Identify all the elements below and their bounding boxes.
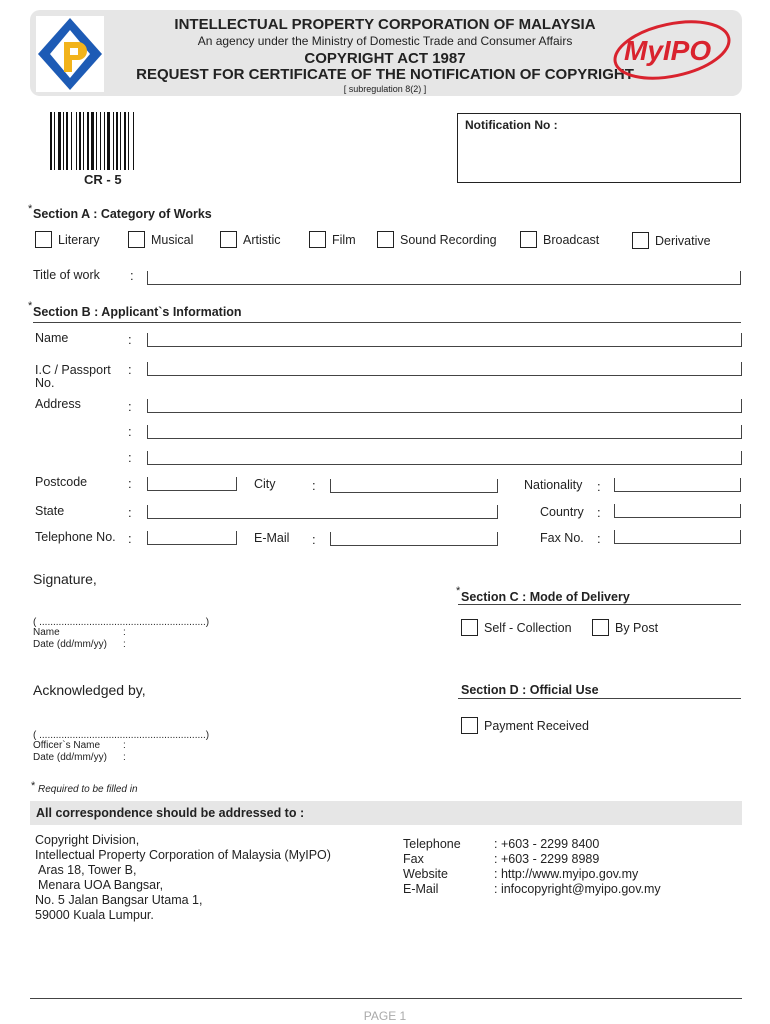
barcode-bar (91, 112, 94, 170)
colon: : (128, 399, 132, 414)
section-c-title: Section C : Mode of Delivery (461, 590, 630, 604)
barcode-bar (128, 112, 129, 170)
label-musical: Musical (151, 233, 194, 247)
country-field[interactable] (614, 504, 741, 518)
city-field[interactable] (330, 479, 498, 493)
colon: : (597, 531, 601, 546)
checkbox-by-post[interactable] (592, 619, 609, 636)
address-line: Menara UOA Bangsar, (38, 878, 164, 892)
barcode-bar (96, 112, 97, 170)
colon: : (128, 332, 132, 347)
colon: : (128, 362, 132, 377)
telephone-label: Telephone No. (35, 530, 116, 544)
required-star: * (28, 203, 33, 215)
title-of-work-label: Title of work (33, 268, 100, 282)
checkbox-sound-recording[interactable] (377, 231, 394, 248)
email-label: E-Mail (254, 531, 290, 545)
request-title: REQUEST FOR CERTIFICATE OF THE NOTIFICATION OF COPYRIGHT (136, 66, 634, 83)
fax-label: Fax No. (540, 531, 584, 545)
checkbox-broadcast[interactable] (520, 231, 537, 248)
colon: : (128, 450, 132, 465)
signature-dots: ( ............................................................) (33, 617, 210, 628)
contact-value-website[interactable]: : http://www.myipo.gov.my (494, 867, 639, 881)
colon: : (312, 478, 316, 493)
address-field-3[interactable] (147, 451, 742, 465)
checkbox-derivative[interactable] (632, 232, 649, 249)
colon: : (123, 740, 126, 751)
colon: : (312, 532, 316, 547)
label-sound-recording: Sound Recording (400, 233, 497, 247)
colon: : (597, 479, 601, 494)
email-field[interactable] (330, 532, 498, 546)
colon: : (128, 476, 132, 491)
label-self-collection: Self - Collection (484, 621, 572, 635)
contact-label-telephone: Telephone (403, 837, 461, 851)
colon: : (123, 627, 126, 638)
label-derivative: Derivative (655, 234, 711, 248)
ic-passport-text: I.C / Passport No. (35, 363, 111, 390)
section-c-rule (458, 604, 741, 605)
signature-name-label: Name (33, 627, 60, 638)
page-number: PAGE 1 (363, 1009, 407, 1023)
label-film: Film (332, 233, 356, 247)
section-d-rule (458, 698, 741, 699)
barcode-bar (71, 112, 72, 170)
contact-label-website: Website (403, 867, 448, 881)
barcode (48, 112, 174, 172)
label-payment-received: Payment Received (484, 719, 589, 733)
barcode-bar (79, 112, 81, 170)
ic-passport-label (35, 364, 111, 390)
colon: : (128, 424, 132, 439)
nationality-field[interactable] (614, 478, 741, 492)
fax-field[interactable] (614, 530, 741, 544)
required-note: Required to be filled in (38, 784, 138, 795)
name-label: Name (35, 331, 69, 345)
barcode-bar (113, 112, 114, 170)
barcode-bar (50, 112, 52, 170)
colon: : (597, 505, 601, 520)
ic-passport-field[interactable] (147, 362, 742, 376)
colon: : (123, 752, 126, 763)
state-label: State (35, 504, 65, 518)
barcode-bar (124, 112, 126, 170)
barcode-bar (120, 112, 121, 170)
barcode-bar (76, 112, 77, 170)
colon: : (128, 505, 132, 520)
section-b-title: Section B : Applicant`s Information (33, 305, 242, 319)
myipo-logo (608, 14, 734, 86)
contact-labels (403, 837, 461, 897)
label-broadcast: Broadcast (543, 233, 600, 247)
nationality-label: Nationality (524, 478, 583, 492)
agency-text: An agency under the Ministry of Domestic Trade and Consumer Affairs (197, 34, 573, 48)
contact-value-telephone: : +603 - 2299 8400 (494, 837, 600, 851)
address-line: No. 5 Jalan Bangsar Utama 1, (35, 893, 203, 907)
barcode-bar (87, 112, 89, 170)
contact-value-email[interactable]: : infocopyright@myipo.gov.my (494, 882, 661, 896)
signature-date-label: Date (dd/mm/yy) (33, 639, 107, 650)
subregulation-text: [ subregulation 8(2) ] (343, 84, 427, 94)
acknowledged-heading: Acknowledged by, (33, 682, 146, 698)
label-artistic: Artistic (243, 233, 281, 247)
barcode-bar (58, 112, 61, 170)
barcode-bar (66, 112, 68, 170)
label-literary: Literary (58, 233, 100, 247)
notification-label: Notification No : (465, 118, 558, 132)
officer-name-label: Officer`s Name (33, 740, 101, 751)
colon: : (123, 639, 126, 650)
postcode-field[interactable] (147, 477, 237, 491)
label-by-post: By Post (615, 621, 659, 635)
colon: : (130, 268, 134, 283)
address-block (35, 833, 331, 923)
checkbox-payment-received[interactable] (461, 717, 478, 734)
postcode-label: Postcode (35, 475, 88, 489)
state-field[interactable] (147, 505, 498, 519)
address-field-2[interactable] (147, 425, 742, 439)
officer-date-label: Date (dd/mm/yy) (33, 752, 107, 763)
signature-heading: Signature, (33, 571, 97, 587)
title-of-work-field[interactable] (147, 271, 741, 285)
barcode-bar (133, 112, 134, 170)
barcode-bar (83, 112, 84, 170)
address-line: Copyright Division, (35, 833, 140, 847)
address-line: Intellectual Property Corporation of Malaysia (MyIPO) (35, 848, 331, 862)
section-d-title: Section D : Official Use (461, 683, 599, 697)
address-field-1[interactable] (147, 399, 742, 413)
checkbox-film[interactable] (309, 231, 326, 248)
barcode-bar (100, 112, 101, 170)
required-star: * (28, 300, 33, 312)
city-label: City (254, 477, 276, 491)
address-line: 59000 Kuala Lumpur. (35, 908, 154, 922)
required-star: * (456, 585, 461, 597)
colon: : (128, 531, 132, 546)
contact-label-fax: Fax (403, 852, 424, 866)
barcode-bar (54, 112, 55, 170)
myipo-logo-text: MyIPO (624, 35, 712, 66)
name-field[interactable] (147, 333, 742, 347)
checkbox-musical[interactable] (128, 231, 145, 248)
telephone-field[interactable] (147, 531, 237, 545)
barcode-bar (107, 112, 110, 170)
org-title: INTELLECTUAL PROPERTY CORPORATION OF MALAYSIA (174, 16, 596, 33)
required-star: * (31, 780, 36, 792)
barcode-bar (116, 112, 118, 170)
footer-rule (30, 998, 742, 999)
correspondence-heading: All correspondence should be addressed to : (36, 806, 305, 820)
checkbox-self-collection[interactable] (461, 619, 478, 636)
form-code: CR - 5 (84, 172, 122, 187)
acknowledged-dots: ( ............................................................) (33, 730, 210, 741)
barcode-bar (104, 112, 105, 170)
act-title: COPYRIGHT ACT 1987 (304, 50, 466, 67)
section-b-rule (33, 322, 741, 323)
checkbox-literary[interactable] (35, 231, 52, 248)
contact-values (494, 837, 661, 897)
section-a-title: Section A : Category of Works (33, 207, 212, 221)
address-label: Address (35, 397, 81, 411)
checkbox-artistic[interactable] (220, 231, 237, 248)
address-line: Aras 18, Tower B, (38, 863, 137, 877)
contact-value-fax: : +603 - 2299 8989 (494, 852, 600, 866)
contact-label-email: E-Mail (403, 882, 439, 896)
country-label: Country (540, 505, 584, 519)
barcode-bar (63, 112, 64, 170)
